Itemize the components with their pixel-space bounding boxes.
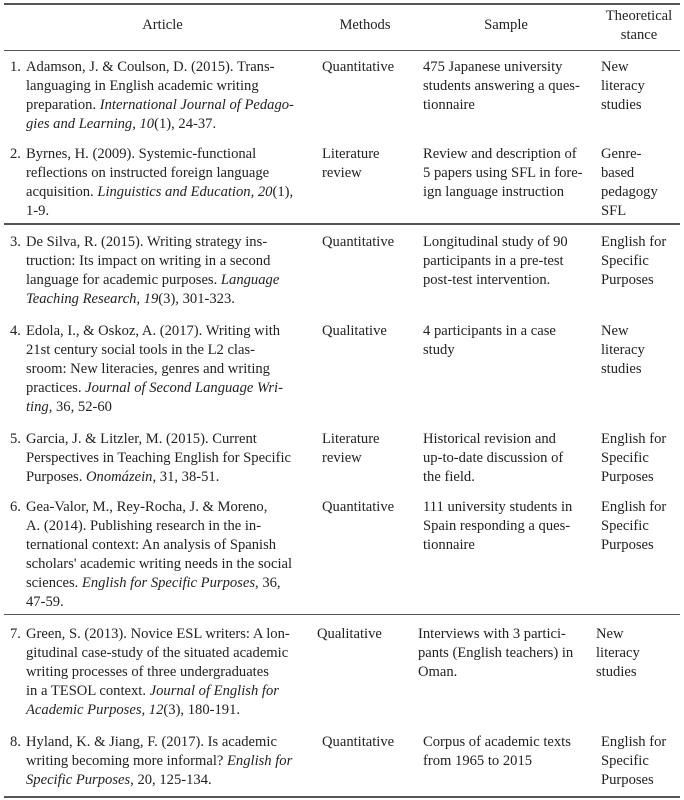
article-cell: Green, S. (2013). Novice ESL writers: A lon- gitudinal case-study of the situated academic writing processes of three undergraduates in a TESOL context. Journal of English for Academic Purposes, 12(3), 180-191.: [26, 626, 290, 718]
row-number: 6.: [10, 499, 21, 515]
row-number: 2.: [10, 146, 21, 162]
article-cell: Hyland, K. & Jiang, F. (2017). Is academic writing becoming more informal? English for Specific Purposes, 20, 125-134.: [26, 734, 293, 788]
stance-cell: English for Specific Purposes: [601, 499, 667, 553]
article-cell: Byrnes, H. (2009). Systemic-functional reflections on instructed foreign language acquisition. Linguistics and Education, 20(1), 1-9.: [26, 146, 294, 219]
row-number: 4.: [10, 323, 21, 339]
stance-cell: New literacy studies: [601, 59, 645, 113]
row-number: 3.: [10, 234, 21, 250]
article-cell: Gea-Valor, M., Rey-Rocha, J. & Moreno, A. (2014). Publishing research in the in- ternational context: An analysis of Spanish scholars' academic writing needs in the social sciences. English for Specific Purposes, 36, 47-59.: [26, 499, 293, 610]
header-stance-line1: Theoretical: [605, 8, 673, 24]
row-number: 1.: [10, 59, 21, 75]
article-cell: Garcia, J. & Litzler, M. (2015). Current Perspectives in Teaching English for Specific Purposes. Onomázein, 31, 38-51.: [26, 431, 291, 485]
stance-cell: English for Specific Purposes: [601, 734, 667, 788]
sample-cell: Longitudinal study of 90 participants in a pre-test post-test intervention.: [423, 234, 568, 288]
methods-cell: Qualitative: [317, 626, 382, 642]
sample-cell: 475 Japanese university students answering a ques- tionnaire: [423, 59, 580, 113]
row-number: 7.: [10, 626, 21, 642]
row-number: 8.: [10, 734, 21, 750]
article-cell: De Silva, R. (2015). Writing strategy ins- truction: Its impact on writing in a second language for academic purposes. Language Teaching Research, 19(3), 301-323.: [26, 234, 280, 307]
methods-cell: Quantitative: [322, 234, 395, 250]
stance-cell: Genre- based pedagogy SFL: [601, 146, 658, 219]
methods-cell: Quantitative: [322, 499, 395, 515]
row-rule: [4, 614, 680, 615]
stance-cell: English for Specific Purposes: [601, 431, 667, 485]
stance-cell: New literacy studies: [601, 323, 645, 377]
sample-cell: Corpus of academic texts from 1965 to 2015: [423, 734, 571, 769]
sample-cell: Interviews with 3 partici- pants (English teachers) in Oman.: [418, 626, 574, 680]
sample-cell: 111 university students in Spain responding a ques- tionnaire: [423, 499, 573, 553]
sample-cell: 4 participants in a case study: [423, 323, 556, 358]
header-rule: [4, 50, 680, 51]
methods-cell: Quantitative: [322, 59, 395, 75]
header-stance: [596, 7, 682, 45]
methods-cell: Literature review: [322, 146, 380, 181]
stance-cell: New literacy studies: [596, 626, 640, 680]
row-rule: [4, 223, 680, 225]
header-article: Article: [142, 17, 183, 33]
article-cell: Adamson, J. & Coulson, D. (2015). Trans- languaging in English academic writing preparation. International Journal of Pedago- gies and Learning, 10(1), 24-37.: [26, 59, 294, 132]
header-methods: Methods: [339, 17, 391, 33]
sample-cell: Historical revision and up-to-date discussion of the field.: [423, 431, 564, 485]
bottom-rule: [4, 796, 680, 798]
top-rule: [4, 3, 680, 5]
methods-cell: Qualitative: [322, 323, 387, 339]
row-number: 5.: [10, 431, 21, 447]
header-sample: Sample: [484, 17, 528, 33]
methods-cell: Quantitative: [322, 734, 395, 750]
header-stance-line2: stance: [620, 27, 658, 43]
stance-cell: English for Specific Purposes: [601, 234, 667, 288]
sample-cell: Review and description of 5 papers using SFL in fore- ign language instruction: [423, 146, 583, 200]
article-cell: Edola, I., & Oskoz, A. (2017). Writing with 21st century social tools in the L2 clas- sroom: New literacies, genres and writing practices. Journal of Second Language Wri- ting, 36, 52-60: [26, 323, 283, 415]
methods-cell: Literature review: [322, 431, 380, 466]
